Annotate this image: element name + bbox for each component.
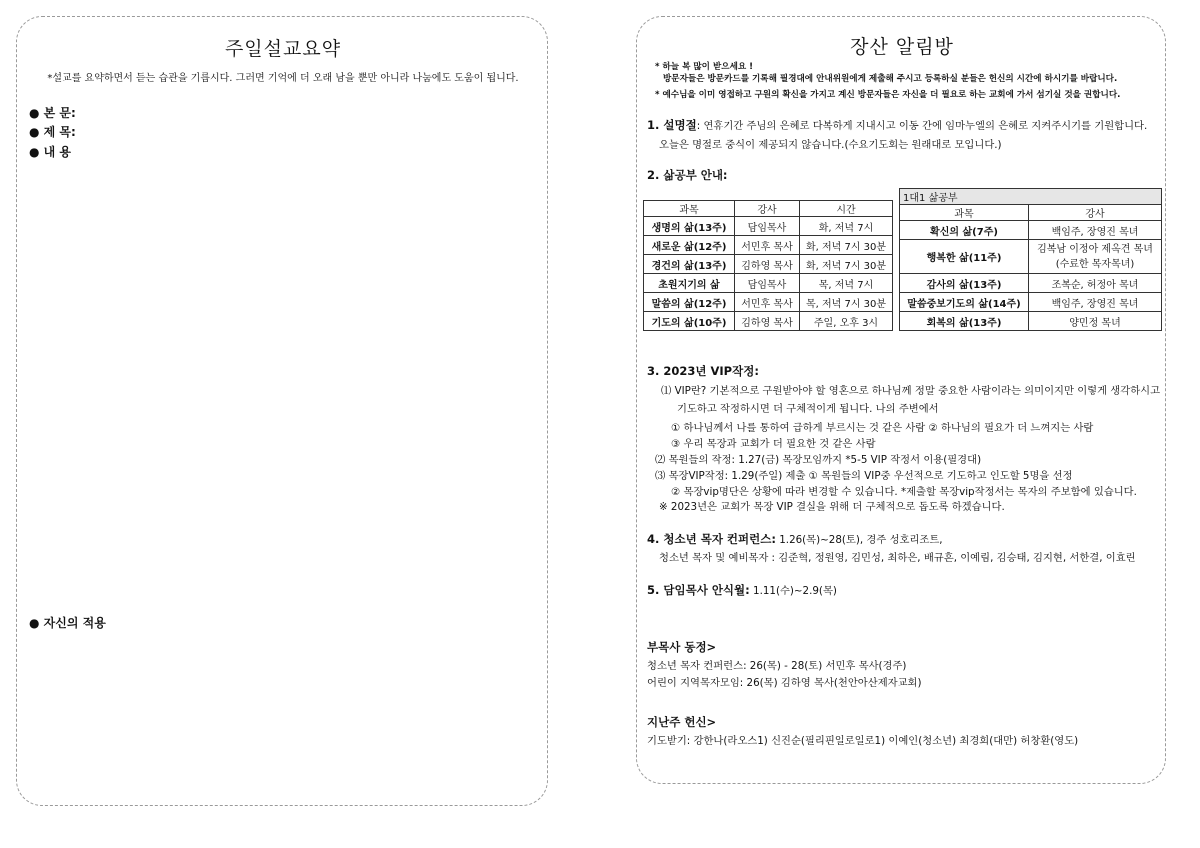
table-cell: 양민정 목녀 bbox=[1029, 312, 1162, 331]
table-cell: 백임주, 장영진 목녀 bbox=[1029, 221, 1162, 240]
table-cell: 말씀의 삶(12주) bbox=[644, 293, 735, 312]
sermon-summary-panel bbox=[16, 16, 548, 806]
table-caption: 1대1 삶공부 bbox=[900, 189, 1162, 205]
table-row bbox=[644, 236, 893, 255]
vip-line: ※ 2023년은 교회가 목장 VIP 결실을 위해 더 구체적으로 돕도록 하겠습니다. bbox=[659, 501, 1005, 513]
section-6-head: 부목사 동정> bbox=[647, 640, 717, 654]
table-cell: 목, 저녁 7시 bbox=[800, 274, 893, 293]
table-row bbox=[900, 312, 1162, 331]
table-cell: 주일, 오후 3시 bbox=[800, 312, 893, 331]
announcement-title: 장산 알림방 bbox=[850, 36, 954, 58]
table-header: 과목 bbox=[644, 201, 735, 217]
table-cell: 목, 저녁 7시 30분 bbox=[800, 293, 893, 312]
table-cell: 감사의 삶(13주) bbox=[900, 274, 1029, 293]
table-row bbox=[900, 293, 1162, 312]
bullet-text: ● 본 문: bbox=[29, 106, 76, 120]
table-cell: 새로운 삶(12주) bbox=[644, 236, 735, 255]
table-row bbox=[900, 274, 1162, 293]
life-study-table bbox=[643, 200, 893, 331]
section-2-head: 2. 삶공부 안내: bbox=[647, 168, 728, 182]
table-row bbox=[644, 217, 893, 236]
table-cell: 행복한 삶(11주) bbox=[900, 240, 1029, 274]
table-cell: 김하영 목사 bbox=[735, 312, 800, 331]
table-cell: 확신의 삶(7주) bbox=[900, 221, 1029, 240]
table-cell: 경건의 삶(13주) bbox=[644, 255, 735, 274]
table-cell: 서민후 목사 bbox=[735, 293, 800, 312]
bullet-title: ● 제 목: bbox=[29, 125, 76, 139]
section-1-text: : 연휴기간 주님의 은혜로 다복하게 지내시고 이동 간에 임마누엘의 은혜로 지켜주시기를 기원합니다. bbox=[696, 120, 1148, 132]
section-5-text: 1.11(수)~2.9(목) bbox=[749, 585, 837, 597]
one-on-one-study-table bbox=[899, 188, 1162, 331]
section-1 bbox=[647, 117, 1147, 133]
sermon-summary-title: 주일설교요약 bbox=[224, 38, 342, 60]
section-5 bbox=[647, 582, 837, 598]
table-row bbox=[900, 221, 1162, 240]
section-7-head: 지난주 헌신> bbox=[647, 715, 717, 729]
bullet-content: ● 내 용 bbox=[29, 145, 72, 159]
table-cell: 초원지기의 삶 bbox=[644, 274, 735, 293]
table-cell: 화, 저녁 7시 30분 bbox=[800, 236, 893, 255]
table-header-row bbox=[644, 201, 893, 217]
table-row bbox=[644, 312, 893, 331]
vip-line: ⑵ 목원들의 작정: 1.27(금) 목장모임까지 *5-5 VIP 작정서 이용(필경대) bbox=[655, 454, 982, 466]
table-cell: 김하영 목사 bbox=[735, 255, 800, 274]
table-cell: 말씀중보기도의 삶(14주) bbox=[900, 293, 1029, 312]
table-cell-multi bbox=[1029, 240, 1162, 274]
table-header-row bbox=[900, 205, 1162, 221]
section-4-text: 1.26(목)~28(토), 경주 성호리조트, bbox=[775, 534, 943, 546]
table-cell: 기도의 삶(10주) bbox=[644, 312, 735, 331]
table-cell: 담임목사 bbox=[735, 217, 800, 236]
sermon-summary-subtitle: *설교를 요약하면서 듣는 습관을 기릅시다. 그러면 기억에 더 오래 남을 뿐만 아니라 나눔에도 도움이 됩니다. bbox=[47, 73, 519, 84]
table-header: 과목 bbox=[900, 205, 1029, 221]
vip-line: ⑴ VIP란? 기본적으로 구원받아야 할 영혼으로 하나님께 정말 중요한 사람이라는 의미이지만 이렇게 생각하시고 bbox=[661, 385, 1161, 397]
vip-line: ⑶ 목장VIP작정: 1.29(주일) 제출 ① 목원들의 VIP중 우선적으로 기도하고 인도할 5명을 선정 bbox=[655, 470, 1073, 482]
table-cell: 화, 저녁 7시 30분 bbox=[800, 255, 893, 274]
table-cell: 서민후 목사 bbox=[735, 236, 800, 255]
table-cell: 화, 저녁 7시 bbox=[800, 217, 893, 236]
table-cell: 백임주, 장영진 목녀 bbox=[1029, 293, 1162, 312]
table-cell: 조복순, 허정아 목녀 bbox=[1029, 274, 1162, 293]
table-header: 강사 bbox=[1029, 205, 1162, 221]
announcement-panel bbox=[636, 16, 1166, 784]
vip-line: 기도하고 작정하시면 더 구체적이게 됩니다. 나의 주변에서 bbox=[677, 403, 939, 415]
notice-recommend: * 예수님을 이미 영접하고 구원의 확신을 가지고 계신 방문자들은 자신을 더 필요로 하는 교회에 가서 섬기실 것을 권합니다. bbox=[655, 90, 1121, 100]
vip-line: ③ 우리 목장과 교회가 더 필요한 것 같은 사람 bbox=[671, 438, 876, 450]
section-4 bbox=[647, 531, 943, 547]
table-cell: 생명의 삶(13주) bbox=[644, 217, 735, 236]
table-header: 강사 bbox=[735, 201, 800, 217]
assistant-pastor-line: 어린이 지역목자모임: 26(목) 김하영 목사(천안아산제자교회) bbox=[647, 677, 922, 689]
section-4-head: 4. 청소년 목자 컨퍼런스: bbox=[647, 532, 776, 546]
section-5-head: 5. 담임목사 안식월: bbox=[647, 583, 750, 597]
section-1-head: 1. 설명절 bbox=[647, 118, 697, 132]
table-cell-line: 김복남 이정아 제옥견 목녀 bbox=[1037, 243, 1153, 255]
vip-line: ② 목장vip명단은 상황에 따라 변경할 수 있습니다. *제출할 목장vip작정서는 목자의 주보함에 있습니다. bbox=[671, 486, 1137, 498]
table-cell-line: (수료한 목자목녀) bbox=[1055, 258, 1135, 270]
vip-line: ① 하나님께서 나를 통하여 급하게 부르시는 것 같은 사람 ② 하나님의 필요가 더 느껴지는 사람 bbox=[671, 422, 1094, 434]
table-cell: 회복의 삶(13주) bbox=[900, 312, 1029, 331]
assistant-pastor-line: 청소년 목자 컨퍼런스: 26(목) - 28(토) 서민후 목사(경주) bbox=[647, 660, 907, 672]
table-row bbox=[900, 240, 1162, 274]
table-header: 시간 bbox=[800, 201, 893, 217]
table-row bbox=[644, 293, 893, 312]
section-3-head: 3. 2023년 VIP작정: bbox=[647, 364, 759, 378]
notice-visitor: 방문자들은 방문카드를 기록해 필경대에 안내위원에게 제출해 주시고 등록하실 분들은 헌신의 시간에 하시기를 바랍니다. bbox=[663, 74, 1118, 84]
bullet-apply: ● 자신의 적용 bbox=[29, 616, 106, 630]
table-caption-row bbox=[900, 189, 1162, 205]
table-row bbox=[644, 255, 893, 274]
table-row bbox=[644, 274, 893, 293]
section-1-text2: 오늘은 명절로 중식이 제공되지 않습니다.(수요기도회는 원래대로 모입니다.) bbox=[659, 139, 1002, 151]
notice-greeting: * 하늘 복 많이 받으세요 ! bbox=[655, 62, 754, 72]
section-4-text2: 청소년 목자 및 예비목자 : 김준혁, 정원영, 김민성, 최하은, 배규흔, 이예림, 김승태, 김지현, 서한결, 이효린 bbox=[659, 552, 1136, 564]
table-cell: 담임목사 bbox=[735, 274, 800, 293]
dedication-line: 기도받기: 강한나(라오스1) 신진순(필리핀일로일로1) 이예인(청소년) 최경희(대만) 허창환(영도) bbox=[647, 735, 1079, 747]
